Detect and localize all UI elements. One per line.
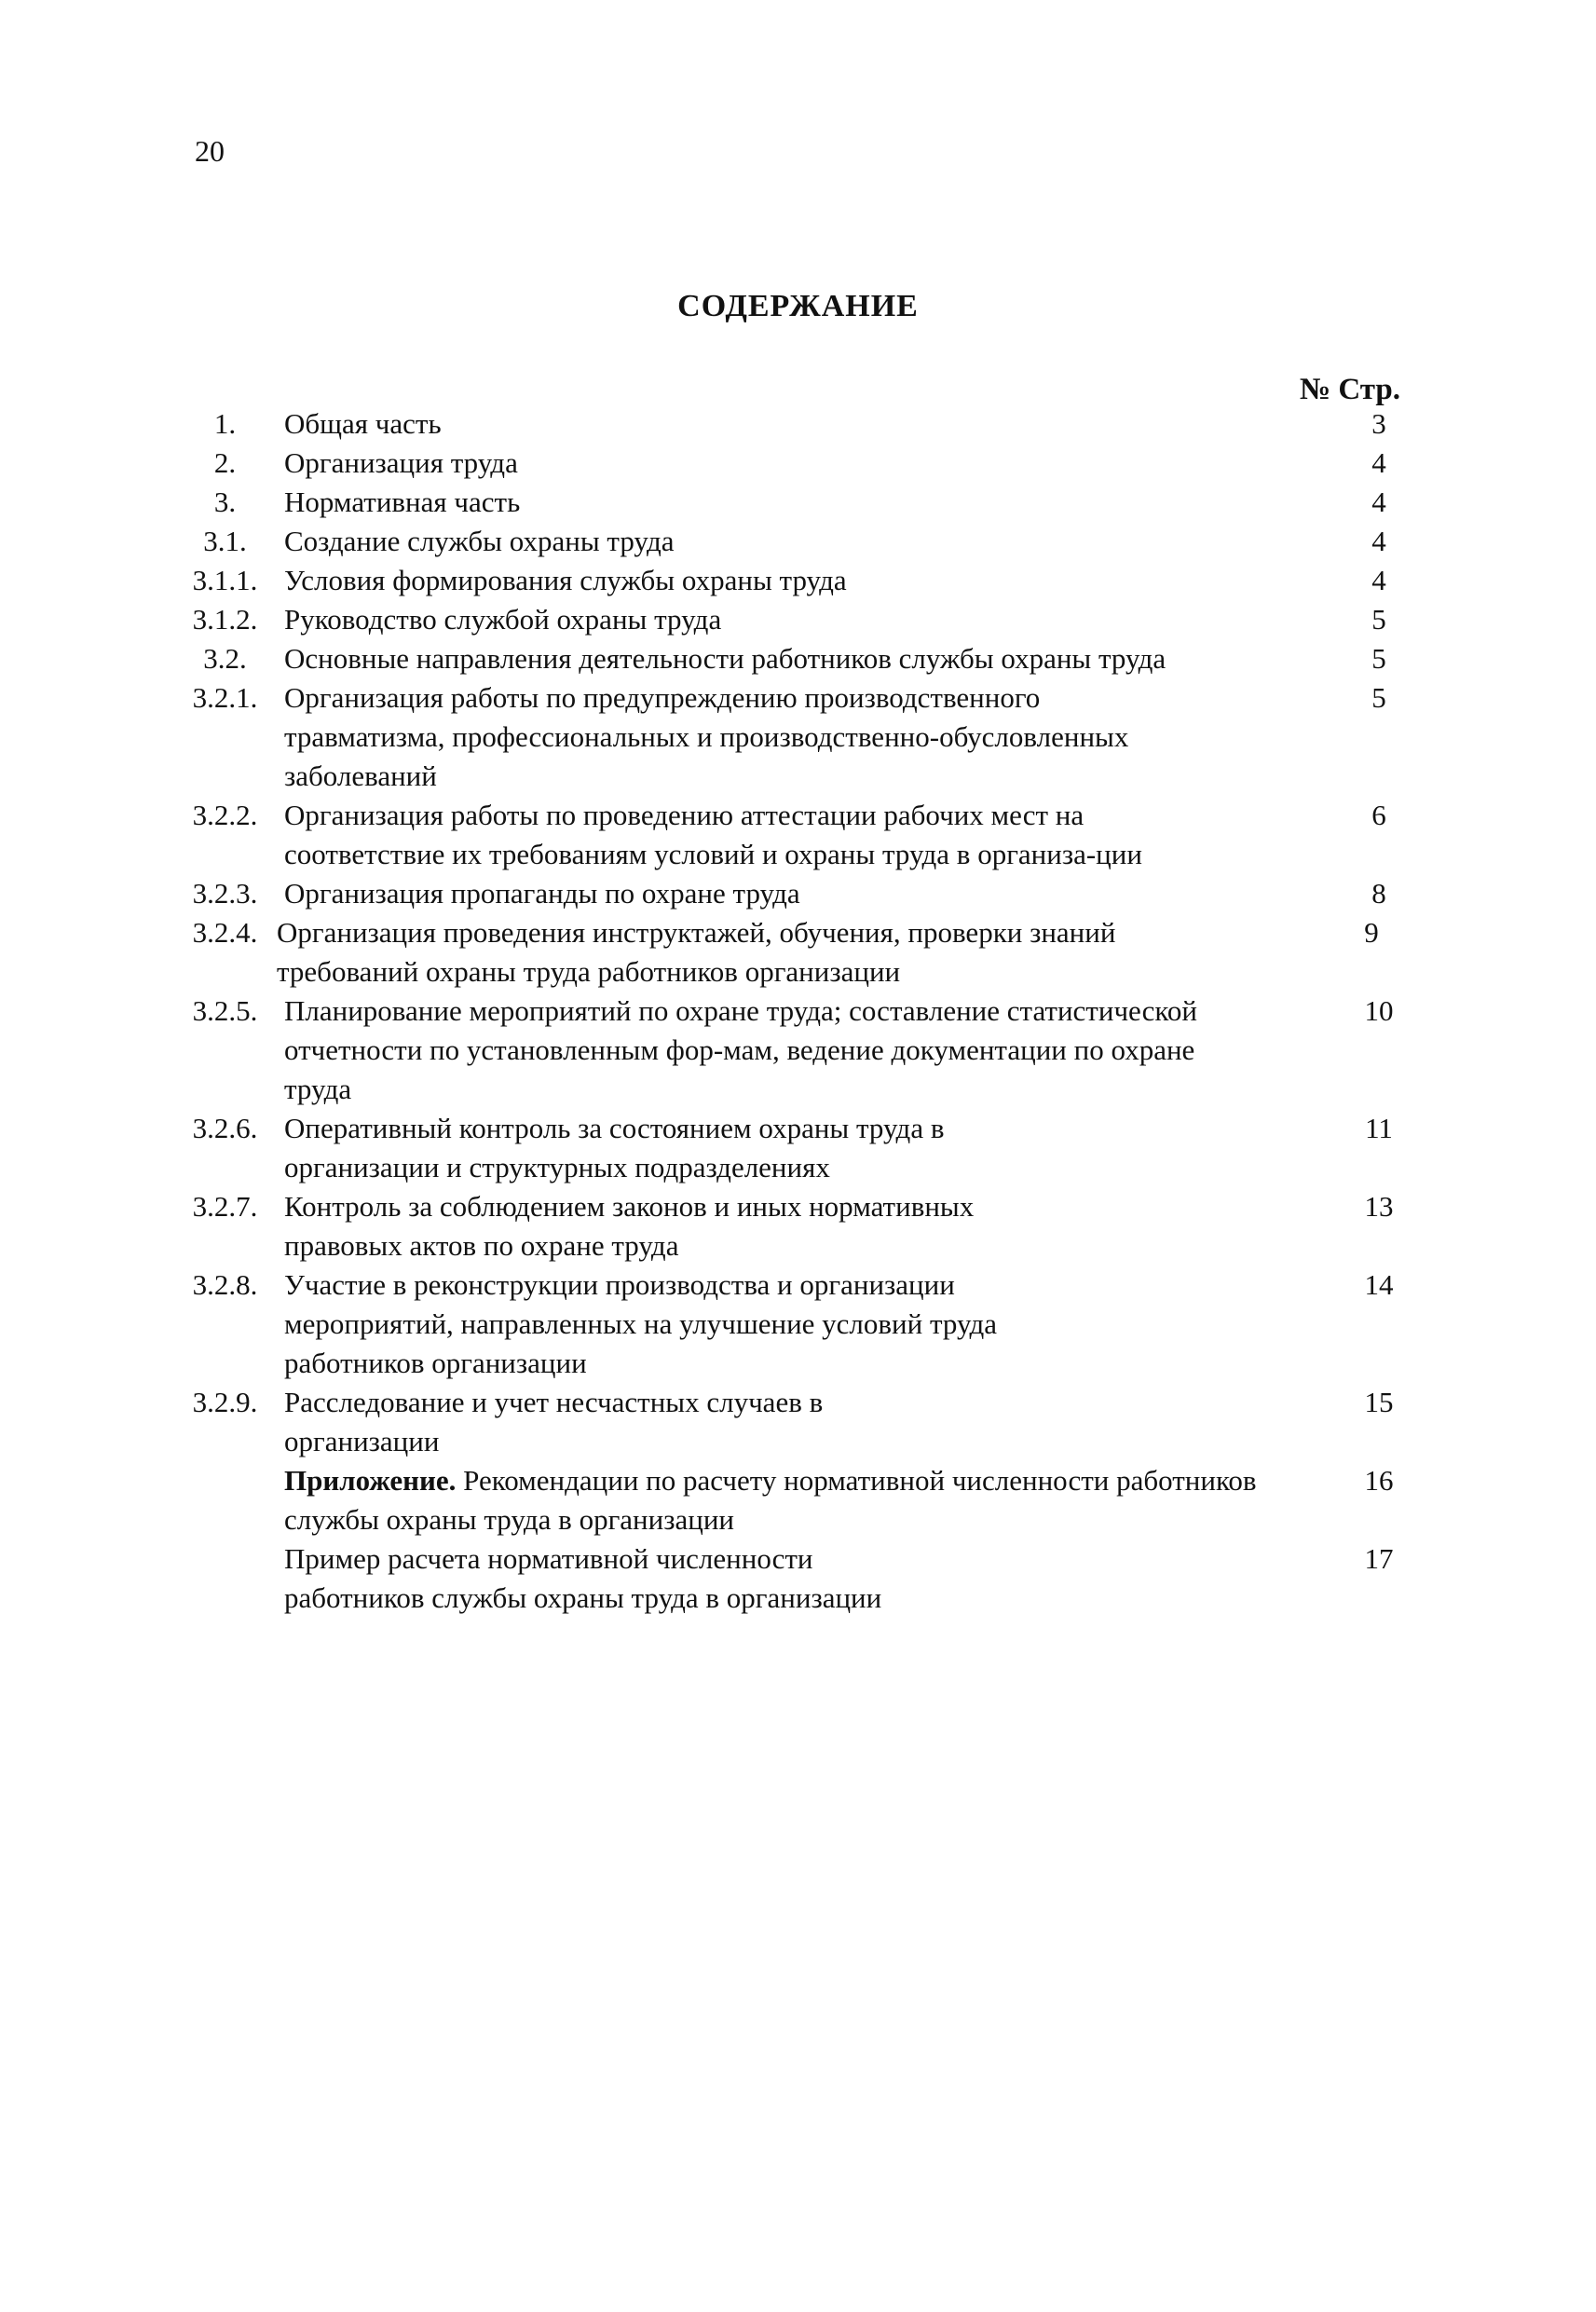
toc-entry-title: Пример расчета нормативной численности работников службы охраны труда в организации: [284, 1542, 882, 1614]
toc-entry[interactable]: [177, 522, 1453, 561]
toc-entry-number: 3.2.4.: [192, 916, 258, 949]
toc-entry-page: 17: [1364, 1542, 1394, 1575]
toc-entry[interactable]: [177, 678, 1453, 796]
toc-entry-number: 1.: [213, 407, 237, 440]
toc-entry[interactable]: [177, 796, 1453, 874]
toc-entry-title: Организация труда: [284, 446, 518, 479]
toc-entry[interactable]: [177, 600, 1453, 639]
toc-entry[interactable]: [177, 444, 1453, 483]
toc-entry-page: 3: [1371, 407, 1386, 440]
toc-entry-page: 15: [1364, 1386, 1394, 1418]
toc-entry-title: Участие в реконструкции производства и организации мероприятий, направленных на улучшение условий труда работников организации: [284, 1268, 998, 1379]
toc-entry[interactable]: [177, 483, 1453, 522]
toc-entry[interactable]: [177, 1383, 1453, 1461]
table-of-contents: [177, 404, 1453, 1618]
toc-entry-page: 11: [1365, 1112, 1393, 1144]
toc-entry-page: 13: [1364, 1190, 1394, 1223]
toc-entry[interactable]: [177, 1539, 1453, 1618]
page-number: 20: [195, 134, 225, 168]
toc-entry-title: Нормативная часть: [284, 486, 521, 518]
toc-entry-title: Создание службы охраны труда: [284, 525, 675, 557]
toc-entry-page: 5: [1371, 642, 1386, 675]
toc-entry-title: Условия формирования службы охраны труда: [284, 564, 847, 596]
toc-entry-title: Оперативный контроль за состоянием охраны труда в организации и структурных подразделениях: [284, 1112, 945, 1183]
toc-entry-title: Организация пропаганды по охране труда: [284, 877, 800, 910]
toc-entry-page: 10: [1364, 994, 1394, 1027]
toc-entry-title: Организация работы по проведению аттестации рабочих мест на соответствие их требованиям условий и охраны труда в организа-ции: [284, 799, 1142, 870]
toc-entry-page: 9: [1364, 916, 1379, 949]
toc-entry-title: Руководство службой охраны труда: [284, 603, 722, 636]
toc-entry-number: 3.2.6.: [192, 1112, 258, 1144]
toc-entry-number: 3.2.3.: [192, 877, 258, 910]
page-column-header: № Стр.: [1300, 373, 1401, 406]
toc-entry-page: 4: [1371, 446, 1386, 479]
toc-entry-title: [273, 1461, 1267, 1539]
toc-entry-page: 14: [1364, 1268, 1394, 1301]
toc-entry-title: Основные направления деятельности работников службы охраны труда: [284, 642, 1166, 675]
toc-entry-title: Планирование мероприятий по охране труда; составление статистической отчетности по установленным фор-мам, ведение документации по охране труда: [284, 994, 1197, 1105]
toc-entry[interactable]: [177, 639, 1453, 678]
toc-entry-bold-prefix: Приложение.: [284, 1464, 457, 1497]
toc-entry[interactable]: [177, 1461, 1453, 1539]
toc-entry[interactable]: [177, 1109, 1453, 1187]
toc-entry[interactable]: [177, 874, 1453, 913]
toc-entry-number: 3.2.2.: [192, 799, 258, 831]
toc-entry-title: Организация проведения инструктажей, обучения, проверки знаний требований охраны труда работников организации: [277, 916, 1116, 988]
toc-entry-title: Общая часть: [284, 407, 442, 440]
toc-entry-page: 4: [1371, 486, 1386, 518]
toc-entry-page: 5: [1371, 603, 1386, 636]
toc-entry-page: 6: [1371, 799, 1386, 831]
toc-entry-page: 4: [1371, 525, 1386, 557]
toc-entry-number: 2.: [213, 446, 237, 479]
toc-entry-title: Контроль за соблюдением законов и иных нормативных правовых актов по охране труда: [284, 1190, 975, 1262]
toc-entry-number: 3.1.: [203, 525, 247, 557]
toc-entry-page: 8: [1371, 877, 1386, 910]
page-title: СОДЕРЖАНИЕ: [677, 289, 919, 323]
toc-entry[interactable]: [177, 1187, 1453, 1265]
toc-entry-title: Расследование и учет несчастных случаев в организации: [284, 1386, 824, 1457]
toc-entry-page: 16: [1364, 1464, 1394, 1497]
toc-entry-number: 3.: [213, 486, 237, 518]
toc-entry-page: 5: [1371, 681, 1386, 714]
toc-entry[interactable]: [177, 992, 1453, 1109]
toc-entry-title: Организация работы по предупреждению производственного травматизма, профессиональных и производственно-обусловленных заболеваний: [284, 681, 1129, 792]
toc-entry[interactable]: [177, 1265, 1453, 1383]
toc-entry-number: 3.2.5.: [192, 994, 258, 1027]
toc-entry-number: 3.2.7.: [192, 1190, 258, 1223]
toc-entry-number: 3.1.1.: [192, 564, 258, 596]
toc-entry-number: 3.2.1.: [192, 681, 258, 714]
toc-entry-number: 3.2.9.: [192, 1386, 258, 1418]
toc-entry[interactable]: [177, 404, 1453, 444]
toc-entry-number: 3.2.8.: [192, 1268, 258, 1301]
toc-entry[interactable]: [177, 561, 1453, 600]
toc-entry[interactable]: [177, 913, 1453, 992]
toc-entry-number: 3.2.: [203, 642, 247, 675]
toc-entry-page: 4: [1371, 564, 1386, 596]
toc-entry-number: 3.1.2.: [192, 603, 258, 636]
toc-entry-title-rest: Рекомендации по расчету нормативной численности работников службы охраны труда в организации: [284, 1464, 1257, 1536]
